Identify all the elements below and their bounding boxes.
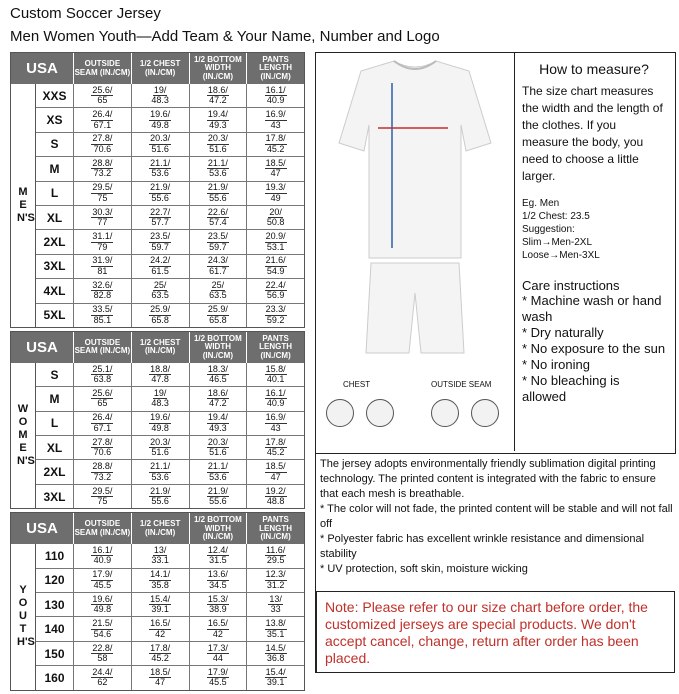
note-box [316, 591, 675, 673]
care-item: * Machine wash or hand wash [522, 293, 662, 324]
value-cell: 25/ 63.5 [132, 279, 190, 302]
size-table [10, 512, 305, 690]
value-cell: 27.8/ 70.6 [74, 133, 132, 156]
value-cell: 23.5/ 59.7 [132, 230, 190, 253]
header [10, 4, 670, 47]
care-item: * No ironing [522, 357, 590, 372]
table-row [36, 544, 304, 568]
section-label: YOUTH'S [11, 544, 36, 689]
value-cell: 31.1/ 79 [74, 230, 132, 253]
seam-label: OUTSIDE SEAM [431, 380, 492, 389]
value-cell: 17.8/ 45.2 [265, 133, 286, 154]
col-header: PANTS LENGTH (IN./CM) [259, 515, 293, 541]
value-cell: 18.6/ 47.2 [190, 387, 248, 410]
value-cell: 13/ 33.1 [132, 544, 190, 567]
value-cell: 24.3/ 61.7 [190, 255, 248, 278]
value-cell: 31.9/ 81 [74, 255, 132, 278]
value-cell: 26.4/ 67.1 [74, 108, 132, 131]
value-cell: 18.5/ 47 [132, 666, 190, 689]
table-row [36, 436, 304, 460]
measure-text: The size chart measures the width and the length of the clothes. If you measure the body, you need to choose a little larger. [522, 84, 663, 183]
description [320, 457, 675, 577]
size-cell: 5XL [36, 304, 74, 327]
value-cell: 16.1/ 40.9 [265, 84, 286, 106]
example-line: Eg. Men [522, 198, 560, 209]
value-cell: 16.1/ 40.9 [74, 544, 132, 567]
section-label: WOMEN'S [11, 363, 36, 508]
table-row [36, 642, 304, 666]
value-cell: 28.8/ 73.2 [74, 460, 132, 483]
example [522, 197, 666, 262]
value-cell: 13.6/ 34.5 [190, 569, 248, 592]
table-row [36, 304, 304, 327]
value-cell: 21.1/ 53.6 [190, 460, 248, 483]
value-cell: 22.7/ 57.7 [132, 206, 190, 229]
value-cell: 23.3/ 59.2 [265, 304, 286, 325]
col-header: PANTS LENGTH (IN./CM) [259, 54, 293, 81]
col-header: 1/2 BOTTOM WIDTH (IN./CM) [190, 53, 248, 84]
size-cell: XL [36, 206, 74, 229]
value-cell: 21.9/ 55.6 [132, 485, 190, 508]
measure-panel [316, 52, 676, 454]
value-cell: 19.6/ 49.8 [74, 593, 132, 616]
value-cell: 12.3/ 31.2 [265, 569, 286, 590]
value-cell: 21.9/ 55.6 [132, 182, 190, 205]
how-to-measure [514, 53, 674, 451]
size-cell: 140 [36, 617, 74, 640]
table-header [11, 513, 304, 544]
size-cell: M [36, 157, 74, 180]
value-cell: 27.8/ 70.6 [74, 436, 132, 459]
value-cell: 16.1/ 40.9 [265, 387, 286, 409]
table-row [36, 363, 304, 387]
value-cell: 17.9/ 45.5 [190, 666, 248, 689]
example-line: Slim→Men-2XL [522, 237, 593, 248]
value-cell: 20.3/ 51.6 [190, 133, 248, 156]
size-cell: 110 [36, 544, 74, 567]
size-cell: L [36, 182, 74, 205]
size-cell: M [36, 387, 74, 410]
chest-detail-icon [366, 399, 394, 427]
value-cell: 16.5/ 42 [132, 617, 190, 640]
value-cell: 21.6/ 54.9 [265, 255, 286, 276]
size-table [10, 331, 305, 509]
value-cell: 20.3/ 51.6 [190, 436, 248, 459]
size-cell: S [36, 133, 74, 156]
note-text: Note: Please refer to our size chart before order, the customized jerseys are special products. We don't accept cancel, change, return after order has been placed. [325, 599, 648, 666]
page-subtitle: Men Women Youth—Add Team & Your Name, Number and Logo [10, 28, 440, 45]
value-cell: 25.9/ 65.8 [190, 304, 248, 327]
table-row [36, 108, 304, 132]
value-cell: 21.9/ 55.6 [190, 485, 248, 508]
value-cell: 13.8/ 35.1 [265, 618, 286, 639]
size-cell: 160 [36, 666, 74, 689]
example-line: Loose→Men-3XL [522, 250, 600, 261]
value-cell: 25/ 63.5 [190, 279, 248, 302]
table-row [36, 133, 304, 157]
page-title: Custom Soccer Jersey [10, 5, 161, 22]
col-header: 1/2 CHEST (IN./CM) [132, 332, 190, 363]
table-row [36, 230, 304, 254]
value-cell: 22.8/ 58 [74, 642, 132, 665]
table-row [36, 255, 304, 279]
size-cell: 4XL [36, 279, 74, 302]
value-cell: 28.8/ 73.2 [74, 157, 132, 180]
value-cell: 19.4/ 49.3 [190, 412, 248, 435]
description-line: * The color will not fade, the printed content will be stable and will not fall off [320, 503, 673, 530]
example-line: 1/2 Chest: 23.5 [522, 211, 590, 222]
value-cell: 16.9/ 43 [265, 412, 286, 433]
description-line: The jersey adopts environmentally friendly sublimation digital printing technology. The printed content is integrated with the fabric to ensure that each mesh is breathable. [320, 458, 656, 500]
size-cell: L [36, 412, 74, 435]
table-row [36, 387, 304, 411]
value-cell: 15.4/ 39.1 [265, 666, 286, 688]
value-cell: 20.9/ 53.1 [265, 231, 286, 252]
table-row [36, 157, 304, 181]
value-cell: 26.4/ 67.1 [74, 412, 132, 435]
value-cell: 18.6/ 47.2 [190, 84, 248, 107]
value-cell: 15.8/ 40.1 [265, 363, 286, 385]
table-row [36, 593, 304, 617]
table-row [36, 206, 304, 230]
value-cell: 21.5/ 54.6 [74, 617, 132, 640]
value-cell: 25.6/ 65 [74, 84, 132, 107]
measure-title: How to measure? [539, 61, 649, 77]
col-header: OUTSIDE SEAM (IN./CM) [74, 53, 132, 84]
value-cell: 18.5/ 47 [265, 461, 286, 482]
value-cell: 25.1/ 63.8 [74, 363, 132, 386]
col-header: 1/2 CHEST (IN./CM) [132, 513, 190, 544]
col-header: 1/2 BOTTOM WIDTH (IN./CM) [190, 332, 248, 363]
value-cell: 17.3/ 44 [190, 642, 248, 665]
size-cell: S [36, 363, 74, 386]
value-cell: 17.8/ 45.2 [265, 436, 286, 458]
size-cell: 2XL [36, 460, 74, 483]
value-cell: 19/ 48.3 [132, 387, 190, 410]
value-cell: 19.3/ 49 [265, 182, 286, 203]
value-cell: 24.2/ 61.5 [132, 255, 190, 278]
usa-header: USA [11, 332, 74, 363]
care-title: Care instructions [522, 278, 620, 293]
size-cell: 150 [36, 642, 74, 665]
table-row [36, 569, 304, 593]
value-cell: 33.5/ 85.1 [74, 304, 132, 327]
seam-detail-icon [431, 399, 459, 427]
table-row [36, 279, 304, 303]
description-line: * UV protection, soft skin, moisture wicking [320, 563, 528, 575]
care-item: * No exposure to the sun [522, 341, 666, 356]
table-row [36, 460, 304, 484]
size-table [10, 52, 305, 328]
size-chart [10, 52, 305, 694]
size-cell: 3XL [36, 255, 74, 278]
value-cell: 29.5/ 75 [74, 485, 132, 508]
col-header: PANTS LENGTH (IN./CM) [259, 333, 293, 360]
usa-header: USA [11, 513, 74, 544]
table-header [11, 332, 304, 363]
description-line: * Polyester fabric has excellent wrinkle resistance and dimensional stability [320, 533, 645, 560]
value-cell: 18.3/ 46.5 [190, 363, 248, 386]
table-row [36, 617, 304, 641]
value-cell: 20/ 50.8 [266, 206, 285, 228]
size-cell: XXS [36, 84, 74, 107]
value-cell: 25.6/ 65 [74, 387, 132, 410]
size-cell: 130 [36, 593, 74, 616]
care-item: * Dry naturally [522, 325, 604, 340]
example-line: Suggestion: [522, 224, 575, 235]
table-row [36, 485, 304, 508]
col-header: OUTSIDE SEAM (IN./CM) [74, 332, 132, 363]
value-cell: 15.4/ 39.1 [132, 593, 190, 616]
value-cell: 18.8/ 47.8 [132, 363, 190, 386]
value-cell: 16.9/ 43 [265, 109, 286, 130]
value-cell: 15.3/ 38.9 [190, 593, 248, 616]
value-cell: 20.3/ 51.6 [132, 133, 190, 156]
size-cell: 2XL [36, 230, 74, 253]
value-cell: 19/ 48.3 [132, 84, 190, 107]
table-row [36, 84, 304, 108]
value-cell: 17.9/ 45.5 [74, 569, 132, 592]
col-header: 1/2 CHEST (IN./CM) [132, 53, 190, 84]
col-header: 1/2 BOTTOM WIDTH (IN./CM) [190, 513, 248, 544]
seam-detail-icon [471, 399, 499, 427]
table-header [11, 53, 304, 84]
value-cell: 19.4/ 49.3 [190, 108, 248, 131]
value-cell: 19.6/ 49.8 [132, 108, 190, 131]
value-cell: 19.6/ 49.8 [132, 412, 190, 435]
value-cell: 21.1/ 53.6 [132, 157, 190, 180]
section-label: MEN'S [11, 84, 36, 327]
chest-detail-icon [326, 399, 354, 427]
size-cell: 3XL [36, 485, 74, 508]
value-cell: 13/ 33 [269, 593, 282, 615]
value-cell: 14.1/ 35.8 [132, 569, 190, 592]
col-header: OUTSIDE SEAM (IN./CM) [74, 513, 132, 544]
value-cell: 32.6/ 82.8 [74, 279, 132, 302]
value-cell: 30.3/ 77 [74, 206, 132, 229]
jersey-illustration [316, 53, 514, 373]
chest-label: CHEST [343, 380, 371, 389]
care-item: * No bleaching is allowed [522, 373, 620, 404]
value-cell: 16.5/ 42 [190, 617, 248, 640]
table-row [36, 666, 304, 689]
size-cell: XL [36, 436, 74, 459]
care-list [522, 293, 666, 405]
size-cell: XS [36, 108, 74, 131]
value-cell: 17.8/ 45.2 [132, 642, 190, 665]
value-cell: 14.5/ 36.8 [265, 642, 286, 663]
value-cell: 24.4/ 62 [74, 666, 132, 689]
table-row [36, 182, 304, 206]
jersey-image [316, 53, 515, 451]
value-cell: 22.6/ 57.4 [190, 206, 248, 229]
value-cell: 11.6/ 29.5 [265, 544, 286, 566]
value-cell: 21.9/ 55.6 [190, 182, 248, 205]
value-cell: 12.4/ 31.5 [190, 544, 248, 567]
usa-header: USA [11, 53, 74, 84]
value-cell: 18.5/ 47 [265, 157, 286, 179]
value-cell: 21.1/ 53.6 [132, 460, 190, 483]
value-cell: 19.2/ 48.8 [265, 485, 286, 507]
value-cell: 20.3/ 51.6 [132, 436, 190, 459]
value-cell: 29.5/ 75 [74, 182, 132, 205]
value-cell: 21.1/ 53.6 [190, 157, 248, 180]
value-cell: 25.9/ 65.8 [132, 304, 190, 327]
size-cell: 120 [36, 569, 74, 592]
table-row [36, 412, 304, 436]
value-cell: 23.5/ 59.7 [190, 230, 248, 253]
value-cell: 22.4/ 56.9 [265, 279, 286, 301]
